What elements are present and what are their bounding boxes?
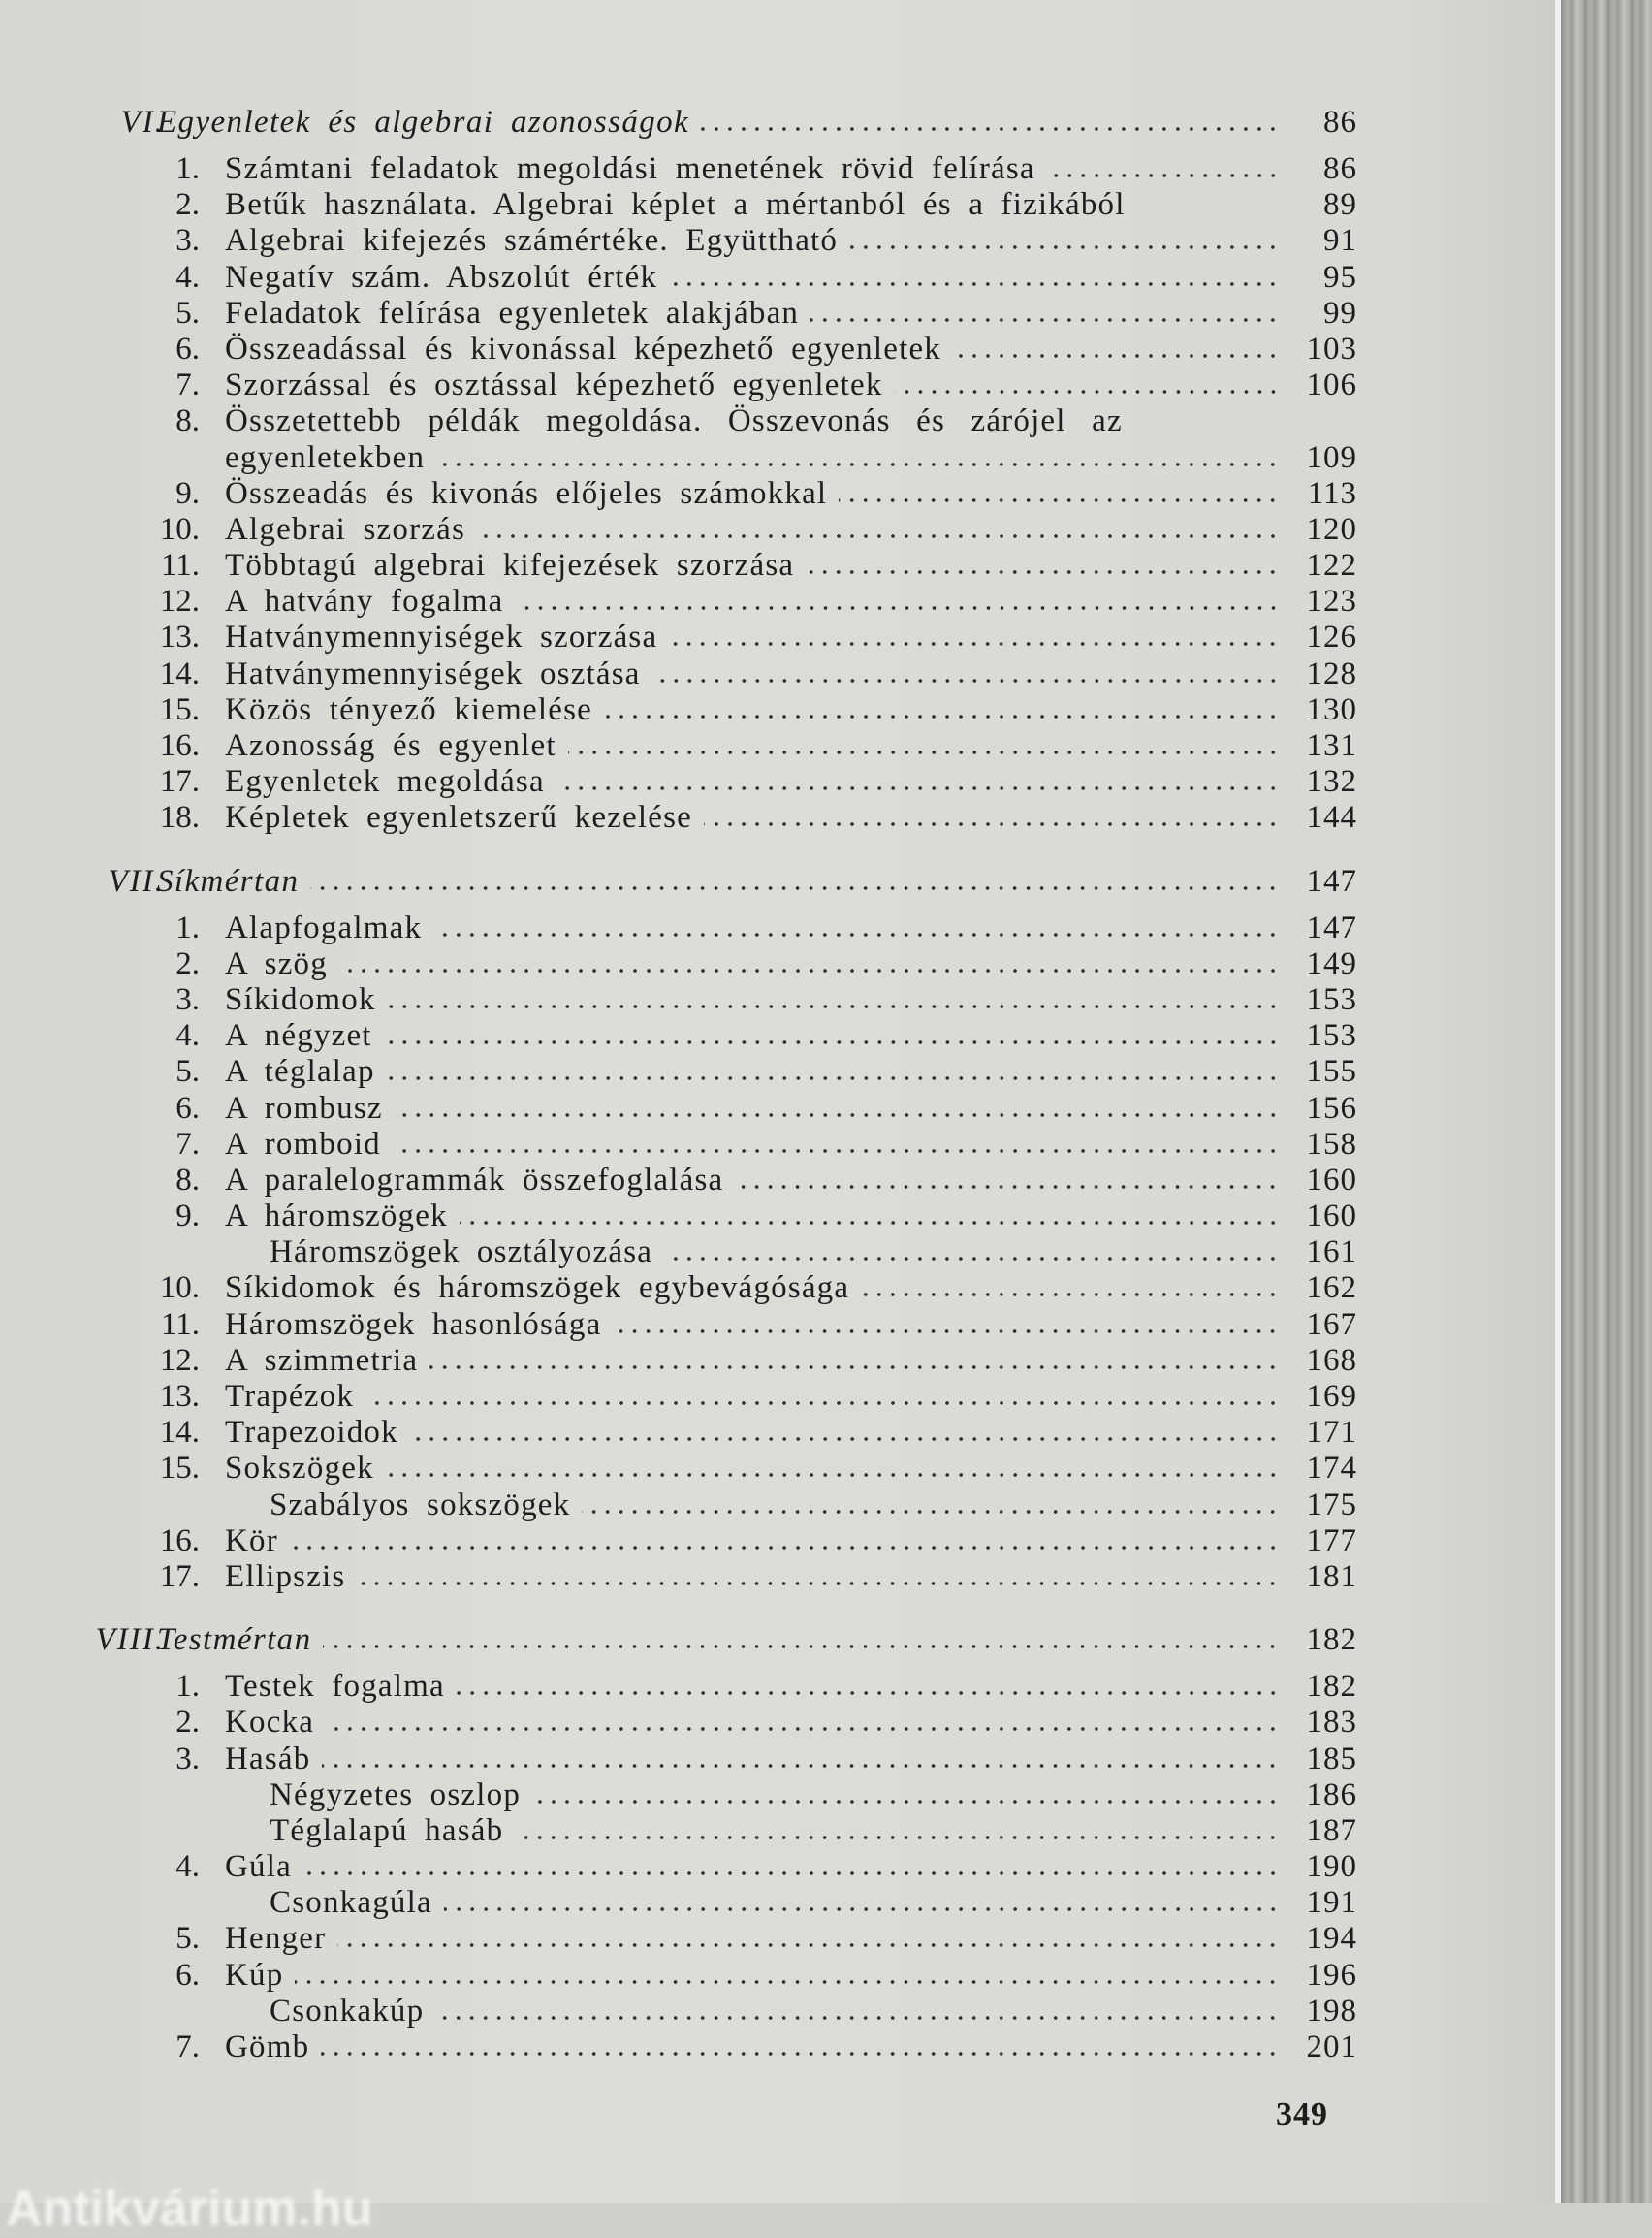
entry-number: 2. <box>175 1705 200 1741</box>
entry-page: 191 <box>1306 1885 1357 1921</box>
entry-number: VII. <box>108 863 165 899</box>
entry-title: Kúp <box>225 1957 284 1993</box>
dot-leader <box>1137 208 1280 214</box>
toc-entry <box>0 946 1357 982</box>
entry-page: 153 <box>1306 981 1357 1017</box>
entry-title: Számtani feladatok megoldási menetének rövid felírása <box>225 151 1035 186</box>
dot-leader <box>386 1472 1280 1478</box>
dot-leader <box>295 1979 1280 1985</box>
toc-entry <box>0 728 1357 764</box>
entry-title: Kör <box>225 1522 278 1558</box>
entry-number: 5. <box>175 295 200 331</box>
dot-leader <box>669 281 1280 287</box>
entry-title: Testmértan <box>157 1622 312 1658</box>
entry-number: 18. <box>159 800 200 836</box>
entry-number: 1. <box>175 151 200 186</box>
dot-leader <box>321 2051 1280 2057</box>
dot-leader <box>384 1039 1280 1045</box>
entry-page: 123 <box>1306 584 1357 620</box>
entry-number: 17. <box>159 1558 200 1594</box>
entry-number: 1. <box>175 1669 200 1705</box>
entry-page: 161 <box>1306 1234 1357 1270</box>
entry-title: Negatív szám. Abszolút érték <box>225 259 658 295</box>
dot-leader <box>568 750 1280 755</box>
entry-title: Algebrai kifejezés számértéke. Együttható <box>225 223 839 259</box>
entry-title: Közös tényező kiemelése <box>225 691 592 727</box>
entry-number: 9. <box>175 1199 200 1234</box>
section-heading <box>0 1622 1357 1669</box>
entry-number: 5. <box>175 1054 200 1090</box>
toc-subentry <box>0 1994 1357 2030</box>
toc-entry <box>0 1127 1357 1163</box>
dot-leader <box>582 1509 1280 1515</box>
entry-page: 160 <box>1306 1199 1357 1234</box>
entry-page: 171 <box>1306 1415 1357 1451</box>
entry-page: 182 <box>1306 1669 1357 1705</box>
dot-leader <box>810 317 1280 323</box>
toc-entry <box>0 151 1357 187</box>
toc-entry <box>0 476 1357 512</box>
toc-entry <box>0 620 1357 655</box>
dot-leader <box>393 1148 1280 1154</box>
entry-title: Szabályos sokszögek <box>270 1487 571 1522</box>
entry-title: Csonkakúp <box>270 1993 425 2029</box>
toc-entry <box>0 187 1357 223</box>
entry-page: 162 <box>1306 1270 1357 1306</box>
entry-title: Hatványmennyiségek osztása <box>225 655 641 691</box>
entry-title: Trapezoidok <box>225 1415 398 1451</box>
entry-title: Többtagú algebrai kifejezések szorzása <box>225 548 795 584</box>
entry-title: Összeadás és kivonás előjeles számokkal <box>225 475 828 511</box>
entry-page: 175 <box>1306 1487 1357 1522</box>
entry-title: Összetettebb példák megoldása. Összevonás és zárójel az <box>225 403 1123 439</box>
entry-number: 2. <box>175 187 200 223</box>
entry-page: 89 <box>1323 187 1357 223</box>
entry-number: 4. <box>175 1018 200 1054</box>
entry-number: 1. <box>175 910 200 945</box>
entry-title: Algebrai szorzás <box>225 511 466 547</box>
toc-section <box>0 864 1357 1596</box>
toc-entry <box>0 1415 1357 1451</box>
toc-subentry <box>0 1777 1357 1813</box>
entry-page: 181 <box>1306 1558 1357 1594</box>
dot-leader <box>435 2015 1280 2021</box>
entry-title: Trapézok <box>225 1379 355 1414</box>
entry-page: 144 <box>1306 800 1357 836</box>
entry-page: 131 <box>1306 728 1357 763</box>
entry-title: Betűk használata. Algebrai képlet a mértanból és a fizikából <box>225 187 1126 223</box>
toc-entry <box>0 1849 1357 1885</box>
dot-leader <box>395 1112 1280 1118</box>
dot-leader <box>953 353 1280 359</box>
entry-title: A paralelogrammák összefoglalása <box>225 1162 724 1198</box>
entry-number: 6. <box>175 331 200 367</box>
entry-page: 160 <box>1306 1162 1357 1198</box>
entry-title: Síkidomok és háromszögek egybevágósága <box>225 1270 850 1306</box>
toc-subentry <box>0 1234 1357 1270</box>
entry-number: 4. <box>175 1849 200 1885</box>
dot-leader <box>433 932 1280 938</box>
toc-entry <box>0 800 1357 836</box>
entry-title: Testek fogalma <box>225 1669 445 1705</box>
entry-page: 99 <box>1323 295 1357 331</box>
dot-leader <box>387 1075 1280 1081</box>
entry-number: 8. <box>175 403 200 439</box>
entry-number: 10. <box>159 1270 200 1306</box>
watermark: Antikvárium.hu <box>6 2181 373 2237</box>
entry-number: 16. <box>159 728 200 763</box>
section-gap <box>0 1595 1357 1622</box>
entry-page: 185 <box>1306 1741 1357 1776</box>
dot-leader <box>436 462 1280 467</box>
entry-title: Hatványmennyiségek szorzása <box>225 620 658 655</box>
toc-entry <box>0 1742 1357 1777</box>
entry-page: 86 <box>1323 105 1357 140</box>
dot-leader <box>849 244 1280 250</box>
entry-title: Háromszögek hasonlósága <box>225 1306 602 1342</box>
dot-leader <box>477 533 1280 539</box>
dot-leader <box>323 1644 1280 1649</box>
entry-number: 15. <box>159 1451 200 1487</box>
toc-entry-continuation <box>0 440 1357 476</box>
entry-page: 190 <box>1306 1849 1357 1885</box>
entry-title: Alapfogalmak <box>225 910 423 945</box>
entry-number: 17. <box>159 764 200 800</box>
toc-entry <box>0 1163 1357 1199</box>
dot-leader <box>365 1400 1280 1406</box>
entry-number: 8. <box>175 1162 200 1198</box>
dot-leader <box>613 1328 1280 1334</box>
entry-number: 7. <box>175 368 200 403</box>
entry-title: Képletek egyenletszerű kezelése <box>225 800 692 836</box>
entry-page: 109 <box>1306 439 1357 475</box>
entry-title: Csonkagúla <box>270 1885 432 1921</box>
dot-leader <box>735 1184 1280 1190</box>
entry-number: 7. <box>175 2030 200 2064</box>
toc-entry <box>0 1270 1357 1306</box>
entry-page: 167 <box>1306 1306 1357 1342</box>
entry-title: Kocka <box>225 1705 315 1741</box>
entry-number: 14. <box>159 1415 200 1451</box>
toc-entry <box>0 1705 1357 1741</box>
dot-leader <box>310 885 1280 891</box>
toc-entry <box>0 764 1357 800</box>
entry-number: 16. <box>159 1522 200 1558</box>
table-of-contents <box>0 105 1357 2065</box>
entry-number: 13. <box>159 1379 200 1414</box>
dot-leader <box>290 1545 1280 1551</box>
toc-entry <box>0 1343 1357 1379</box>
entry-number: 11. <box>160 1306 200 1342</box>
toc-entry <box>0 1523 1357 1559</box>
entry-title: A romboid <box>225 1126 381 1162</box>
entry-title: Henger <box>225 1921 327 1957</box>
entry-title: Téglalapú hasáb <box>270 1812 504 1848</box>
entry-page: 126 <box>1306 620 1357 655</box>
dot-leader <box>339 968 1280 974</box>
entry-title: Azonosság és egyenlet <box>225 728 556 763</box>
dot-leader <box>532 1799 1280 1805</box>
entry-number: 3. <box>175 981 200 1017</box>
dot-leader <box>806 569 1280 575</box>
entry-title: Feladatok felírása egyenletek alakjában <box>225 295 800 331</box>
entry-number: 14. <box>159 655 200 691</box>
toc-entry <box>0 1054 1357 1090</box>
page-number: 349 <box>1276 2096 1328 2132</box>
dot-leader <box>322 1763 1280 1769</box>
entry-number: 13. <box>159 620 200 655</box>
entry-title: A szög <box>225 945 328 981</box>
entry-title: Síkmértan <box>157 863 300 899</box>
entry-title: Összeadással és kivonással képezhető egyenletek <box>225 331 941 367</box>
entry-page: 122 <box>1306 548 1357 584</box>
dot-leader <box>410 1436 1280 1442</box>
entry-number: 2. <box>175 945 200 981</box>
entry-title: Egyenletek és algebrai azonosságok <box>157 105 690 140</box>
entry-number: 7. <box>175 1126 200 1162</box>
entry-number: VI. <box>120 105 165 140</box>
dot-leader <box>444 1906 1280 1912</box>
dot-leader <box>1134 425 1348 431</box>
toc-subentry <box>0 1813 1357 1849</box>
section-gap <box>0 837 1357 864</box>
entry-page: 128 <box>1306 655 1357 691</box>
toc-section <box>0 1622 1357 2065</box>
section-heading <box>0 864 1357 911</box>
toc-entry <box>0 1669 1357 1705</box>
entry-number: 3. <box>175 1741 200 1776</box>
entry-title: A szimmetria <box>225 1342 419 1378</box>
dot-leader <box>556 785 1280 791</box>
dot-leader <box>701 126 1280 132</box>
entry-number: 9. <box>175 475 200 511</box>
entry-number: VIII. <box>95 1622 165 1658</box>
entry-page: 130 <box>1306 691 1357 727</box>
toc-entry <box>0 512 1357 548</box>
entry-title: Síkidomok <box>225 981 376 1017</box>
entry-page: 113 <box>1307 475 1357 511</box>
entry-number: 10. <box>159 511 200 547</box>
dot-leader <box>704 821 1280 827</box>
dot-leader <box>337 1942 1280 1948</box>
entry-title: Szorzással és osztással képezhető egyenletek <box>225 368 883 403</box>
entry-number: 5. <box>175 1921 200 1957</box>
dot-leader <box>669 641 1280 647</box>
entry-page: 86 <box>1323 151 1357 186</box>
entry-page: 198 <box>1306 1993 1357 2029</box>
dot-leader <box>861 1292 1280 1297</box>
dot-leader <box>839 497 1280 503</box>
toc-section <box>0 105 1357 837</box>
dot-leader <box>652 678 1280 684</box>
toc-subentry <box>0 1885 1357 1921</box>
toc-entry <box>0 403 1357 439</box>
entry-number: 6. <box>175 1957 200 1993</box>
toc-entry <box>0 1559 1357 1595</box>
dot-leader <box>388 1004 1280 1009</box>
toc-entry <box>0 1199 1357 1234</box>
entry-page: 147 <box>1306 910 1357 945</box>
toc-entry <box>0 1921 1357 1957</box>
entry-page: 158 <box>1306 1126 1357 1162</box>
toc-entry <box>0 332 1357 368</box>
dot-leader <box>604 714 1280 719</box>
entry-title: Gúla <box>225 1849 292 1885</box>
entry-page: 177 <box>1306 1522 1357 1558</box>
entry-title: egyenletekben <box>225 439 426 475</box>
toc-entry <box>0 548 1357 584</box>
toc-entry <box>0 1018 1357 1054</box>
entry-number: 12. <box>159 1342 200 1378</box>
dot-leader <box>460 1220 1280 1226</box>
entry-title: Ellipszis <box>225 1558 346 1594</box>
entry-page: 147 <box>1306 863 1357 899</box>
entry-page: 183 <box>1306 1705 1357 1741</box>
dot-leader <box>303 1870 1280 1876</box>
dot-leader <box>457 1690 1280 1696</box>
dot-leader <box>357 1581 1280 1586</box>
toc-entry <box>0 2030 1357 2065</box>
entry-page: 174 <box>1306 1451 1357 1487</box>
entry-title: Négyzetes oszlop <box>270 1776 522 1812</box>
entry-page: 156 <box>1306 1090 1357 1126</box>
dot-leader <box>515 1835 1280 1840</box>
entry-title: A rombusz <box>225 1090 383 1126</box>
dot-leader <box>1047 173 1280 178</box>
entry-title: Egyenletek megoldása <box>225 764 545 800</box>
entry-title: Hasáb <box>225 1741 311 1776</box>
entry-page: 132 <box>1306 764 1357 800</box>
entry-title: Sokszögek <box>225 1451 374 1487</box>
entry-number: 3. <box>175 223 200 259</box>
entry-title: A háromszögek <box>225 1199 448 1234</box>
toc-subentry <box>0 1487 1357 1523</box>
entry-page: 91 <box>1323 223 1357 259</box>
toc-entry <box>0 296 1357 332</box>
entry-page: 155 <box>1306 1054 1357 1090</box>
book-edge <box>1561 0 1652 2203</box>
toc-entry <box>0 656 1357 692</box>
entry-page: 194 <box>1306 1921 1357 1957</box>
entry-page: 196 <box>1306 1957 1357 1993</box>
dot-leader <box>429 1364 1280 1370</box>
toc-entry <box>0 911 1357 946</box>
toc-entry <box>0 368 1357 403</box>
dot-leader <box>664 1256 1280 1262</box>
entry-page: 103 <box>1306 331 1357 367</box>
entry-page: 182 <box>1306 1622 1357 1658</box>
entry-page: 186 <box>1306 1776 1357 1812</box>
entry-number: 4. <box>175 259 200 295</box>
entry-title: A négyzet <box>225 1018 372 1054</box>
entry-title: A hatvány fogalma <box>225 584 504 620</box>
entry-page: 168 <box>1306 1342 1357 1378</box>
dot-leader <box>326 1726 1280 1732</box>
dot-leader <box>516 605 1281 611</box>
entry-page: 106 <box>1306 368 1357 403</box>
toc-entry <box>0 223 1357 259</box>
entry-number: 15. <box>159 691 200 727</box>
toc-entry <box>0 1451 1357 1487</box>
entry-page: 169 <box>1306 1379 1357 1414</box>
toc-entry <box>0 260 1357 296</box>
entry-number: 11. <box>160 548 200 584</box>
entry-page: 187 <box>1306 1812 1357 1848</box>
toc-entry <box>0 1379 1357 1415</box>
section-heading <box>0 105 1357 151</box>
entry-page: 149 <box>1306 945 1357 981</box>
toc-entry <box>0 1091 1357 1127</box>
entry-title: Gömb <box>225 2030 310 2064</box>
toc-entry <box>0 584 1357 620</box>
entry-title: Háromszögek osztályozása <box>270 1234 653 1270</box>
entry-page: 120 <box>1306 511 1357 547</box>
entry-page: 201 <box>1306 2030 1357 2064</box>
entry-page: 153 <box>1306 1018 1357 1054</box>
entry-title: A téglalap <box>225 1054 375 1090</box>
toc-entry <box>0 1307 1357 1343</box>
toc-entry <box>0 692 1357 728</box>
toc-entry <box>0 1958 1357 1994</box>
entry-number: 6. <box>175 1090 200 1126</box>
entry-number: 12. <box>159 584 200 620</box>
dot-leader <box>895 389 1280 395</box>
toc-entry <box>0 982 1357 1018</box>
entry-page: 95 <box>1323 259 1357 295</box>
